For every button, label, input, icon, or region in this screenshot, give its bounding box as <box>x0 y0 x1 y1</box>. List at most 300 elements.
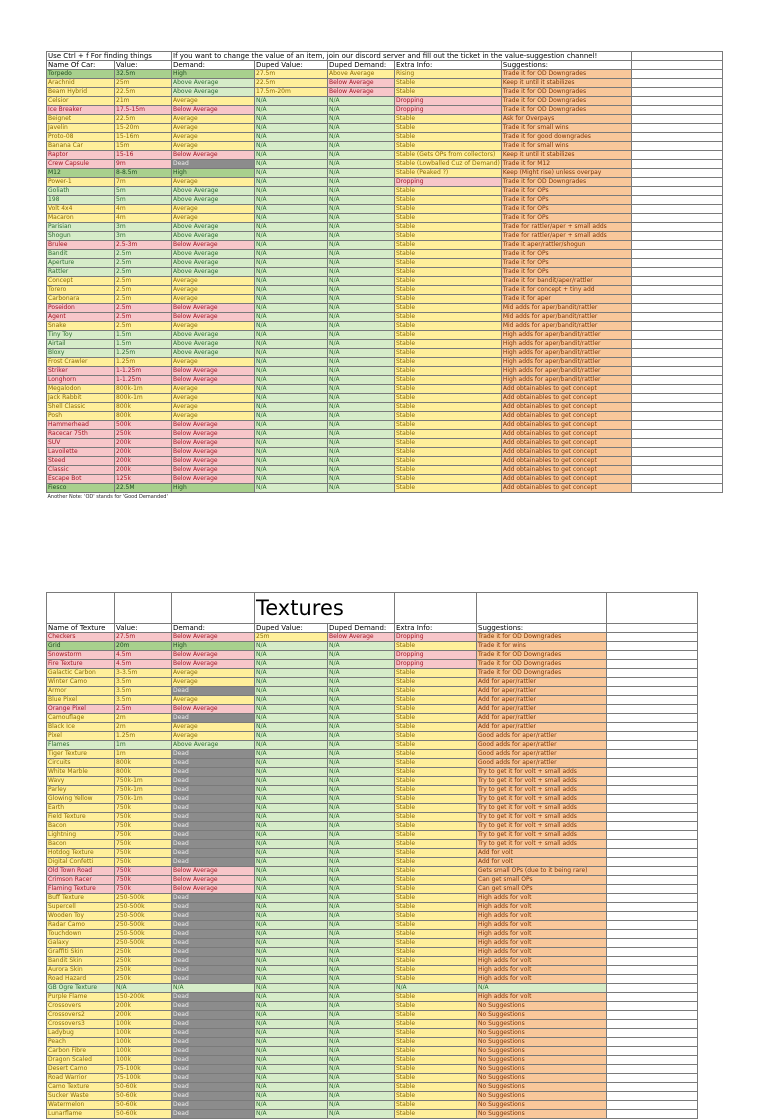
item-duped-value: N/A <box>255 885 328 894</box>
item-value: 750k-1m <box>115 786 172 795</box>
item-duped-value: N/A <box>255 1029 328 1038</box>
item-extra-info: Stable <box>395 196 502 205</box>
item-value: 200k <box>115 1011 172 1020</box>
item-duped-value: 25m <box>255 633 328 642</box>
item-duped-value: N/A <box>255 1056 328 1065</box>
table-row <box>47 696 698 705</box>
table-row <box>47 214 723 223</box>
item-demand: Average <box>172 385 255 394</box>
table-row <box>47 759 698 768</box>
item-suggestion: Trade it for good downgrades <box>501 133 631 142</box>
item-duped-value: N/A <box>255 304 328 313</box>
item-value: 2.5m <box>115 313 172 322</box>
item-value: 22.5M <box>115 484 172 493</box>
item-value: 200k <box>115 439 172 448</box>
item-extra-info: Stable <box>395 642 477 651</box>
table-row <box>47 475 723 484</box>
item-extra-info: Stable <box>395 205 502 214</box>
item-value: 200k <box>115 1002 172 1011</box>
item-duped-value: N/A <box>255 115 328 124</box>
item-duped-value: N/A <box>255 277 328 286</box>
item-duped-demand: N/A <box>328 831 395 840</box>
item-demand: Average <box>172 286 255 295</box>
item-extra-info: Stable <box>395 1083 477 1092</box>
item-duped-value: 22.5m <box>255 79 328 88</box>
item-suggestion: Trade it for OPs <box>501 268 631 277</box>
table-row <box>47 457 723 466</box>
table-row <box>47 160 723 169</box>
item-suggestion: No Suggestions <box>477 1092 607 1101</box>
item-suggestion: Trade it for aper <box>501 295 631 304</box>
item-name: Escape Bot <box>47 475 115 484</box>
item-duped-value: N/A <box>255 475 328 484</box>
item-value: 2.5m <box>115 268 172 277</box>
table-row <box>47 795 698 804</box>
table-row <box>47 732 698 741</box>
item-demand: Above Average <box>172 250 255 259</box>
item-name: Supercell <box>47 903 115 912</box>
item-duped-value: N/A <box>255 1074 328 1083</box>
item-name: Aurora Skin <box>47 966 115 975</box>
item-value: 250k <box>115 966 172 975</box>
item-name: Wavy <box>47 777 115 786</box>
item-duped-demand: N/A <box>328 1110 395 1119</box>
item-demand: Dead <box>172 849 255 858</box>
item-extra-info: Stable <box>395 795 477 804</box>
table-row <box>47 840 698 849</box>
item-duped-value: N/A <box>255 1038 328 1047</box>
item-duped-value: N/A <box>255 286 328 295</box>
item-duped-demand: N/A <box>328 421 395 430</box>
item-extra-info: Stable <box>395 840 477 849</box>
item-name: Winter Camo <box>47 678 115 687</box>
item-value: 15-16 <box>115 151 172 160</box>
item-duped-value: N/A <box>255 822 328 831</box>
item-duped-demand: N/A <box>328 1038 395 1047</box>
item-demand: Above Average <box>172 187 255 196</box>
item-duped-value: N/A <box>255 975 328 984</box>
item-extra-info: Stable <box>395 723 477 732</box>
header-demand: Demand: <box>172 624 255 633</box>
item-duped-demand: N/A <box>328 367 395 376</box>
item-extra-info: Stable <box>395 304 502 313</box>
item-value: 250k <box>115 948 172 957</box>
item-value: 200k <box>115 448 172 457</box>
item-demand: Dead <box>172 160 255 169</box>
item-suggestion: Add obtainables to get concept <box>501 475 631 484</box>
item-demand: Dead <box>172 939 255 948</box>
item-duped-value: N/A <box>255 984 328 993</box>
item-name: Racecar 75th <box>47 430 115 439</box>
item-duped-value: N/A <box>255 349 328 358</box>
item-demand: Below Average <box>172 448 255 457</box>
item-extra-info: Stable <box>395 750 477 759</box>
item-name: Touchdown <box>47 930 115 939</box>
table-row <box>47 232 723 241</box>
header-value: Value: <box>115 61 172 70</box>
item-extra-info: Stable <box>395 268 502 277</box>
item-value: 7m <box>115 178 172 187</box>
table-row <box>47 106 723 115</box>
table-row <box>47 651 698 660</box>
item-value: 750k <box>115 822 172 831</box>
item-demand: Dead <box>172 1029 255 1038</box>
item-name: Fiesco <box>47 484 115 493</box>
item-name: Galactic Carbon <box>47 669 115 678</box>
cars-header-row <box>47 61 723 70</box>
item-suggestion: Trade it for OD Downgrades <box>501 97 631 106</box>
item-duped-value: N/A <box>255 223 328 232</box>
header-name: Name of Texture <box>47 624 115 633</box>
item-extra-info: Stable <box>395 142 502 151</box>
item-name: Parisian <box>47 223 115 232</box>
item-duped-demand: N/A <box>328 286 395 295</box>
item-duped-value: N/A <box>255 1092 328 1101</box>
table-row <box>47 912 698 921</box>
item-duped-demand: N/A <box>328 930 395 939</box>
table-row <box>47 430 723 439</box>
item-demand: Dead <box>172 894 255 903</box>
item-value: 4.5m <box>115 651 172 660</box>
item-duped-value: N/A <box>255 466 328 475</box>
item-duped-demand: N/A <box>328 696 395 705</box>
table-row <box>47 439 723 448</box>
item-duped-value: N/A <box>255 340 328 349</box>
item-duped-demand: N/A <box>328 705 395 714</box>
item-value: 2.5m <box>115 322 172 331</box>
item-duped-demand: N/A <box>328 187 395 196</box>
item-name: Bandit Skin <box>47 957 115 966</box>
item-duped-value: 27.5m <box>255 70 328 79</box>
table-row <box>47 412 723 421</box>
table-row <box>47 295 723 304</box>
table-row <box>47 97 723 106</box>
item-extra-info: Stable <box>395 295 502 304</box>
item-demand: High <box>172 484 255 493</box>
item-duped-value: N/A <box>255 813 328 822</box>
item-demand: Below Average <box>172 876 255 885</box>
item-duped-demand: N/A <box>328 151 395 160</box>
item-value: 2m <box>115 714 172 723</box>
item-duped-value: N/A <box>255 367 328 376</box>
item-extra-info: Stable <box>395 1065 477 1074</box>
table-row <box>47 349 723 358</box>
item-duped-demand: N/A <box>328 1092 395 1101</box>
item-demand: Dead <box>172 840 255 849</box>
item-value: 75-100k <box>115 1065 172 1074</box>
item-value: 200k <box>115 466 172 475</box>
item-extra-info: Stable <box>395 259 502 268</box>
item-duped-demand: N/A <box>328 1047 395 1056</box>
table-row <box>47 1038 698 1047</box>
table-row <box>47 133 723 142</box>
item-extra-info: Stable <box>395 457 502 466</box>
item-name: Volt 4x4 <box>47 205 115 214</box>
item-duped-value: N/A <box>255 1101 328 1110</box>
item-demand: Below Average <box>172 475 255 484</box>
item-demand: Average <box>172 124 255 133</box>
table-row <box>47 394 723 403</box>
table-row <box>47 984 698 993</box>
item-suggestion: Trade it for OD Downgrades <box>477 651 607 660</box>
item-demand: Average <box>172 412 255 421</box>
item-value: N/A <box>115 984 172 993</box>
item-duped-demand: N/A <box>328 475 395 484</box>
item-duped-value: N/A <box>255 241 328 250</box>
item-name: Purple Flame <box>47 993 115 1002</box>
item-demand: Average <box>172 142 255 151</box>
table-row <box>47 358 723 367</box>
item-duped-demand: N/A <box>328 759 395 768</box>
item-value: 15m <box>115 142 172 151</box>
item-duped-demand: N/A <box>328 322 395 331</box>
item-duped-value: N/A <box>255 1011 328 1020</box>
item-suggestion: Try to get it for volt + small adds <box>477 768 607 777</box>
item-duped-value: N/A <box>255 169 328 178</box>
item-name: Ladybug <box>47 1029 115 1038</box>
item-duped-demand: N/A <box>328 723 395 732</box>
item-duped-demand: N/A <box>328 241 395 250</box>
item-duped-demand: N/A <box>328 804 395 813</box>
item-name: Crossovers <box>47 1002 115 1011</box>
item-value: 100k <box>115 1038 172 1047</box>
item-name: Crimson Racer <box>47 876 115 885</box>
item-demand: Above Average <box>172 232 255 241</box>
table-row <box>47 669 698 678</box>
item-duped-demand: N/A <box>328 97 395 106</box>
item-name: GB Ogre Texture <box>47 984 115 993</box>
item-value: 1.5m <box>115 340 172 349</box>
item-duped-demand: N/A <box>328 313 395 322</box>
item-duped-demand: Above Average <box>328 70 395 79</box>
item-extra-info: Dropping <box>395 660 477 669</box>
item-duped-demand: N/A <box>328 894 395 903</box>
ctrl-f-tip: Use Ctrl + f For finding things <box>47 52 172 61</box>
item-name: Torero <box>47 286 115 295</box>
item-duped-demand: N/A <box>328 1065 395 1074</box>
item-demand: Below Average <box>172 867 255 876</box>
item-suggestion: Good adds for aper/rattler <box>477 759 607 768</box>
item-extra-info: Stable <box>395 831 477 840</box>
table-row <box>47 1011 698 1020</box>
item-suggestion: Trade it for OD Downgrades <box>477 633 607 642</box>
item-extra-info: Stable <box>395 948 477 957</box>
item-value: 250k <box>115 430 172 439</box>
item-name: SUV <box>47 439 115 448</box>
item-name: Armor <box>47 687 115 696</box>
table-row <box>47 768 698 777</box>
item-suggestion: High adds for volt <box>477 939 607 948</box>
textures-table <box>46 592 698 1119</box>
item-suggestion: No Suggestions <box>477 1110 607 1119</box>
item-extra-info: Stable <box>395 876 477 885</box>
item-duped-value: N/A <box>255 1047 328 1056</box>
item-duped-demand: N/A <box>328 849 395 858</box>
item-name: 198 <box>47 196 115 205</box>
item-extra-info: Stable <box>395 466 502 475</box>
item-name: Road Warrior <box>47 1074 115 1083</box>
item-value: 2.5m <box>115 259 172 268</box>
item-name: Arachnid <box>47 79 115 88</box>
item-demand: Dead <box>172 957 255 966</box>
item-demand: Average <box>172 696 255 705</box>
item-value: 3m <box>115 232 172 241</box>
item-name: Power-1 <box>47 178 115 187</box>
item-duped-value: N/A <box>255 849 328 858</box>
item-duped-demand: N/A <box>328 250 395 259</box>
item-duped-value: N/A <box>255 948 328 957</box>
item-duped-value: N/A <box>255 151 328 160</box>
item-suggestion: Trade for rattler/aper + small adds <box>501 223 631 232</box>
item-name: Rattler <box>47 268 115 277</box>
table-row <box>47 1065 698 1074</box>
item-name: Glowing Yellow <box>47 795 115 804</box>
header-duped-demand: Duped Demand: <box>328 61 395 70</box>
table-row <box>47 79 723 88</box>
item-name: Snake <box>47 322 115 331</box>
table-row <box>47 975 698 984</box>
item-value: 100k <box>115 1020 172 1029</box>
table-row <box>47 322 723 331</box>
item-suggestion: Add for volt <box>477 858 607 867</box>
item-duped-value: N/A <box>255 786 328 795</box>
item-demand: Dead <box>172 1110 255 1119</box>
item-duped-value: N/A <box>255 732 328 741</box>
table-row <box>47 205 723 214</box>
item-name: Lavoilette <box>47 448 115 457</box>
item-duped-demand: N/A <box>328 142 395 151</box>
item-duped-value: N/A <box>255 187 328 196</box>
item-duped-demand: N/A <box>328 133 395 142</box>
item-extra-info: Stable <box>395 133 502 142</box>
table-row <box>47 259 723 268</box>
item-suggestion: Trade it for small wins <box>501 142 631 151</box>
table-row <box>47 687 698 696</box>
item-suggestion: No Suggestions <box>477 1020 607 1029</box>
item-duped-value: N/A <box>255 768 328 777</box>
item-value: 100k <box>115 1029 172 1038</box>
item-duped-demand: N/A <box>328 993 395 1002</box>
item-name: Goliath <box>47 187 115 196</box>
item-name: Shogun <box>47 232 115 241</box>
item-value: 250-500k <box>115 912 172 921</box>
item-extra-info: Stable <box>395 1056 477 1065</box>
table-row <box>47 1029 698 1038</box>
item-name: Camouflage <box>47 714 115 723</box>
item-duped-demand: N/A <box>328 921 395 930</box>
item-duped-value: N/A <box>255 759 328 768</box>
item-duped-value: N/A <box>255 795 328 804</box>
item-demand: N/A <box>172 984 255 993</box>
item-suggestion: High adds for volt <box>477 921 607 930</box>
cars-table <box>46 51 723 501</box>
item-demand: Below Average <box>172 439 255 448</box>
item-suggestion: Add for volt <box>477 849 607 858</box>
item-demand: Dead <box>172 1083 255 1092</box>
item-name: Parley <box>47 786 115 795</box>
item-name: Wooden Toy <box>47 912 115 921</box>
item-duped-demand: N/A <box>328 822 395 831</box>
item-name: Flames <box>47 741 115 750</box>
table-row <box>47 660 698 669</box>
item-demand: Below Average <box>172 705 255 714</box>
item-duped-demand: N/A <box>328 966 395 975</box>
table-row <box>47 849 698 858</box>
table-row <box>47 1101 698 1110</box>
item-extra-info: Stable <box>395 88 502 97</box>
item-name: Earth <box>47 804 115 813</box>
item-suggestion: Trade it for wins <box>477 642 607 651</box>
item-demand: Above Average <box>172 259 255 268</box>
item-duped-demand: N/A <box>328 1002 395 1011</box>
item-duped-demand: N/A <box>328 1029 395 1038</box>
item-duped-demand: N/A <box>328 214 395 223</box>
table-row <box>47 903 698 912</box>
item-extra-info: Stable <box>395 1110 477 1119</box>
item-duped-value: N/A <box>255 957 328 966</box>
item-extra-info: Stable <box>395 403 502 412</box>
table-row <box>47 930 698 939</box>
item-demand: Above Average <box>172 331 255 340</box>
item-name: Proto-08 <box>47 133 115 142</box>
item-duped-demand: N/A <box>328 403 395 412</box>
item-name: Beignet <box>47 115 115 124</box>
item-extra-info: Stable <box>395 894 477 903</box>
header-duped-value: Duped Value: <box>255 624 328 633</box>
item-extra-info: Stable <box>395 1029 477 1038</box>
item-demand: Below Average <box>172 313 255 322</box>
item-value: 15-20m <box>115 124 172 133</box>
item-name: Striker <box>47 367 115 376</box>
table-row <box>47 642 698 651</box>
item-duped-value: N/A <box>255 642 328 651</box>
table-row <box>47 169 723 178</box>
item-duped-value: N/A <box>255 921 328 930</box>
item-duped-value: N/A <box>255 993 328 1002</box>
item-value: 4m <box>115 214 172 223</box>
item-extra-info: Stable <box>395 187 502 196</box>
item-extra-info: Stable <box>395 421 502 430</box>
item-duped-demand: N/A <box>328 340 395 349</box>
item-value: 750k <box>115 885 172 894</box>
item-duped-demand: N/A <box>328 687 395 696</box>
item-suggestion: Gets small OPs (due to it being rare) <box>477 867 607 876</box>
item-extra-info: Stable <box>395 903 477 912</box>
item-demand: Average <box>172 394 255 403</box>
item-value: 750k <box>115 867 172 876</box>
item-duped-value: N/A <box>255 876 328 885</box>
item-suggestion: N/A <box>477 984 607 993</box>
item-name: Old Town Road <box>47 867 115 876</box>
item-suggestion: No Suggestions <box>477 1101 607 1110</box>
table-row <box>47 831 698 840</box>
item-value: 32.5m <box>115 70 172 79</box>
item-value: 5m <box>115 187 172 196</box>
item-suggestion: Add obtainables to get concept <box>501 484 631 493</box>
item-value: 250-500k <box>115 894 172 903</box>
item-duped-value: N/A <box>255 268 328 277</box>
item-suggestion: High adds for volt <box>477 903 607 912</box>
item-duped-value: N/A <box>255 867 328 876</box>
item-duped-demand: N/A <box>328 124 395 133</box>
table-row <box>47 187 723 196</box>
item-name: Agent <box>47 313 115 322</box>
item-suggestion: Can get small OPs <box>477 876 607 885</box>
item-demand: Dead <box>172 768 255 777</box>
item-name: Road Hazard <box>47 975 115 984</box>
item-duped-value: N/A <box>255 966 328 975</box>
item-demand: Below Average <box>172 457 255 466</box>
